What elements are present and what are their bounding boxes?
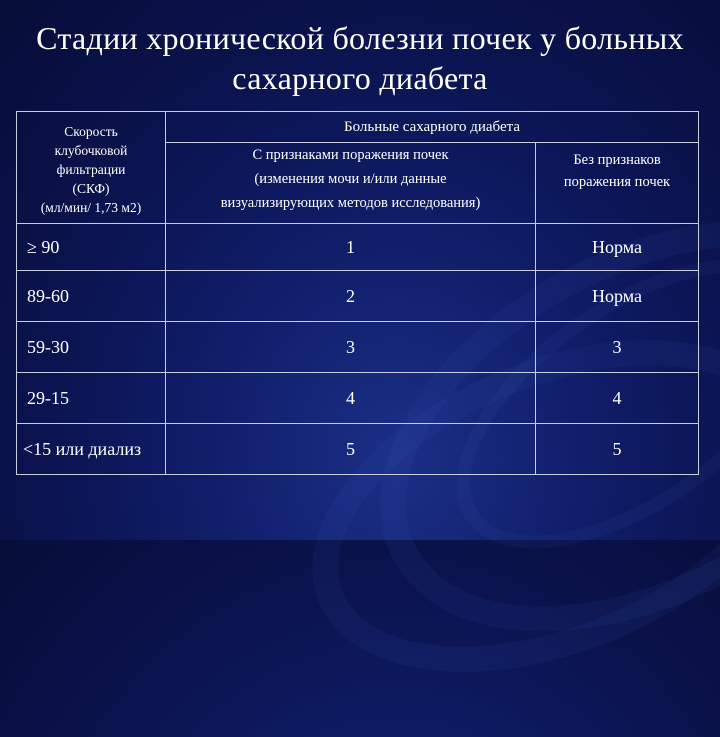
table-row: [17, 224, 699, 271]
with-signs-header-line: С признаками поражения почек: [252, 147, 449, 163]
gfr-cell: ≥ 90: [17, 224, 166, 271]
gfr-header-line: (мл/мин/ 1,73 м2): [40, 200, 142, 215]
stage-with-signs-cell: 3: [166, 322, 536, 373]
gfr-column-header: [17, 112, 166, 224]
slide-title-line-1: Стадии хронической болезни почек у больных: [36, 20, 684, 56]
gfr-cell: <15 или диализ: [17, 424, 166, 475]
with-kidney-damage-header: [166, 143, 536, 224]
table-header-row: [17, 112, 699, 143]
table-row: [17, 322, 699, 373]
stage-without-signs-cell: Норма: [536, 271, 699, 322]
slide-title-line-2: сахарного диабета: [232, 60, 488, 96]
stage-without-signs-cell: 3: [536, 322, 699, 373]
with-signs-header-line: визуализирующих методов исследования): [220, 195, 481, 211]
slide-title: [0, 18, 720, 98]
gfr-cell: 59-30: [17, 322, 166, 373]
gfr-cell: 29-15: [17, 373, 166, 424]
diabetes-patients-header: Больные сахарного диабета: [166, 112, 699, 143]
stage-with-signs-cell: 4: [166, 373, 536, 424]
gfr-header-line: фильтрации: [56, 162, 126, 177]
stage-with-signs-cell: 5: [166, 424, 536, 475]
with-signs-header-line: (изменения мочи и/или данные: [254, 171, 447, 187]
gfr-header-line: (СКФ): [72, 181, 110, 196]
without-kidney-damage-header: [536, 143, 699, 224]
gfr-cell: 89-60: [17, 271, 166, 322]
stage-with-signs-cell: 1: [166, 224, 536, 271]
stage-without-signs-cell: Норма: [536, 224, 699, 271]
ckd-stages-table: [16, 111, 699, 475]
table-row: [17, 271, 699, 322]
stage-without-signs-cell: 5: [536, 424, 699, 475]
table-row: [17, 424, 699, 475]
stage-with-signs-cell: 2: [166, 271, 536, 322]
without-signs-header-line: поражения почек: [563, 174, 671, 190]
stage-without-signs-cell: 4: [536, 373, 699, 424]
gfr-header-line: клубочковой: [54, 143, 128, 158]
gfr-header-line: Скорость: [64, 124, 118, 139]
without-signs-header-line: Без признаков: [573, 152, 661, 168]
table-row: [17, 373, 699, 424]
